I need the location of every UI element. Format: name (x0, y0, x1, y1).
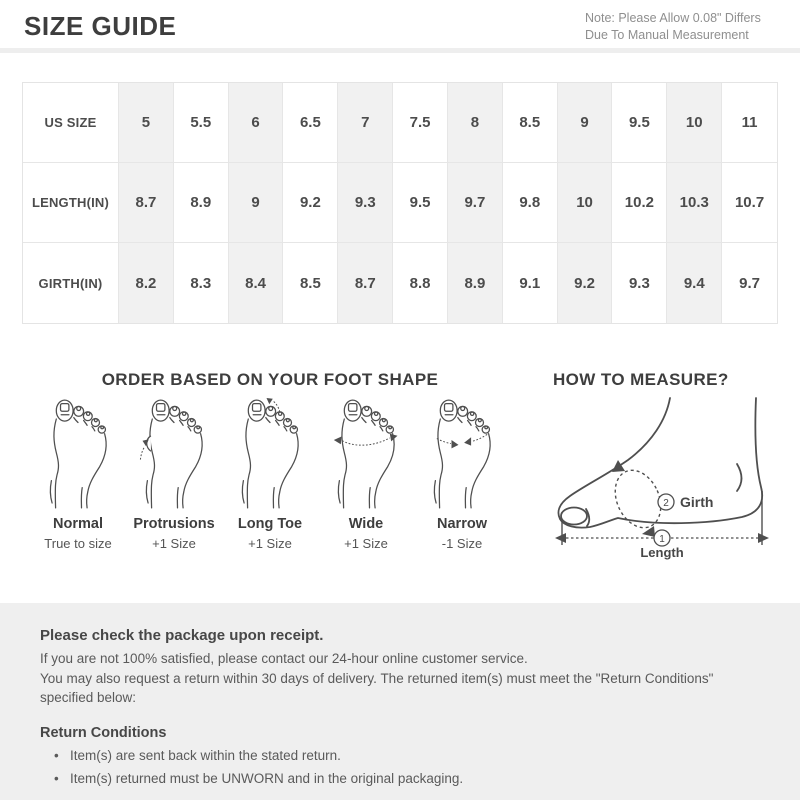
girth-value: 8.4 (245, 274, 266, 292)
size-cell (393, 83, 448, 163)
girth-value: 8.9 (464, 274, 486, 292)
girth-cell (612, 243, 667, 323)
length-value: 8.9 (190, 194, 212, 211)
length-cell (448, 163, 503, 243)
girth-value: 8.8 (409, 274, 431, 292)
length-value: 8.7 (135, 194, 157, 211)
foot-narrow-icon (427, 398, 497, 510)
size-value: 7.5 (409, 114, 431, 131)
return-condition-item (40, 747, 760, 764)
length-cell (174, 163, 229, 243)
notice-heading: Please check the package upon receipt. (40, 627, 324, 644)
girth-value: 9.1 (519, 274, 541, 292)
length-cell (558, 163, 613, 243)
foot-shape-long-toe (222, 398, 318, 551)
notice-line2: You may also request a return within 30 days of delivery. The returned item(s) must meet the "Return Conditions" (40, 670, 714, 686)
row-label-girth (23, 243, 119, 323)
foot-protrusions-icon (139, 398, 209, 510)
measure-foot-diagram (550, 396, 790, 561)
foot-shape-name: Normal (53, 516, 103, 532)
foot-normal-icon (43, 398, 113, 510)
girth-value: 8.5 (299, 274, 321, 292)
row-label-text: US SIZE (44, 115, 97, 130)
length-cell (667, 163, 722, 243)
length-value: 10.3 (679, 194, 709, 211)
size-value: 11 (741, 114, 758, 131)
row-label-length (23, 163, 119, 243)
size-value: 10 (685, 114, 703, 131)
return-condition-text: Item(s) returned must be UNWORN and in the original packaging. (70, 770, 464, 786)
size-cell (174, 83, 229, 163)
foot-shape-name: Long Toe (237, 516, 303, 532)
size-value: 8.5 (519, 114, 541, 131)
foot-wide-icon (331, 398, 401, 510)
page-title: SIZE GUIDE (24, 11, 177, 41)
girth-number: 2 (663, 498, 669, 509)
size-cell (503, 83, 558, 163)
foot-shape-normal (30, 398, 126, 551)
size-value: 8 (470, 114, 480, 131)
return-condition-item (40, 770, 760, 787)
size-cell (119, 83, 174, 163)
length-value: 10.2 (624, 194, 654, 211)
length-cell (283, 163, 338, 243)
foot-shape-wide (318, 398, 414, 551)
girth-cell (338, 243, 393, 323)
foot-shape-name: Narrow (437, 516, 487, 532)
row-label-text: GIRTH(IN) (38, 275, 103, 291)
length-cell (722, 163, 777, 243)
size-cell (722, 83, 777, 163)
foot-long-toe-icon (235, 398, 305, 510)
girth-value: 8.7 (354, 274, 376, 292)
foot-shape-advice: +1 Size (248, 536, 292, 551)
row-label-text: LENGTH(IN) (31, 195, 110, 210)
return-condition-text: Item(s) are sent back within the stated return. (70, 747, 341, 763)
foot-shape-protrusions (126, 398, 222, 551)
size-table (22, 82, 778, 324)
foot-shape-advice: -1 Size (441, 536, 483, 551)
girth-value: 9.2 (574, 274, 595, 292)
girth-cell (558, 243, 613, 323)
size-cell (448, 83, 503, 163)
length-cell (503, 163, 558, 243)
girth-cell (722, 243, 777, 323)
girth-cell (174, 243, 229, 323)
foot-shape-name: Protrusions (133, 516, 215, 532)
length-value: 9.7 (464, 194, 486, 211)
length-label: Length (640, 545, 684, 560)
girth-value: 8.3 (190, 274, 212, 292)
length-cell (612, 163, 667, 243)
size-cell (283, 83, 338, 163)
foot-shape-advice: +1 Size (152, 536, 196, 551)
girth-label: Girth (680, 494, 714, 510)
foot-shape-row (30, 398, 510, 551)
size-cell (558, 83, 613, 163)
measurement-note-line2: Due To Manual Measurement (585, 28, 749, 42)
length-cell (119, 163, 174, 243)
foot-shape-narrow (414, 398, 510, 551)
girth-cell (229, 243, 284, 323)
foot-shape-heading: ORDER BASED ON YOUR FOOT SHAPE (101, 370, 439, 389)
girth-cell (503, 243, 558, 323)
length-cell (393, 163, 448, 243)
length-value: 10 (576, 194, 593, 211)
length-value: 10.7 (734, 194, 765, 211)
size-value: 6.5 (299, 114, 321, 131)
length-value: 9.3 (354, 194, 376, 211)
length-value: 9.8 (519, 194, 541, 211)
size-cell (667, 83, 722, 163)
girth-cell (393, 243, 448, 323)
girth-value: 9.3 (628, 274, 650, 292)
size-value: 6 (251, 114, 260, 131)
notice-line1: If you are not 100% satisfied, please contact our 24-hour online customer service. (40, 651, 528, 666)
size-value: 9.5 (628, 114, 650, 131)
notice-line3: specified below: (40, 690, 137, 705)
girth-value: 9.7 (739, 274, 760, 292)
header (0, 0, 800, 53)
length-cell (338, 163, 393, 243)
girth-cell (119, 243, 174, 323)
foot-shape-name: Wide (348, 516, 384, 532)
length-number: 1 (659, 534, 665, 545)
bullet-icon: • (54, 747, 59, 763)
girth-cell (667, 243, 722, 323)
length-cell (229, 163, 284, 243)
how-to-measure-heading: HOW TO MEASURE? (553, 370, 729, 389)
size-value: 5 (141, 114, 151, 131)
row-label-us-size (23, 83, 119, 163)
size-value: 9 (580, 114, 589, 131)
size-value: 5.5 (190, 114, 212, 131)
receipt-notice-section (0, 603, 800, 800)
bullet-icon: • (54, 770, 59, 786)
length-value: 9 (251, 194, 260, 211)
size-cell (612, 83, 667, 163)
size-cell (229, 83, 284, 163)
length-value: 9.2 (299, 194, 321, 211)
measurement-note (585, 10, 761, 44)
measurement-note-line1: Note: Please Allow 0.08" Differs (585, 11, 761, 25)
size-cell (338, 83, 393, 163)
return-conditions-heading: Return Conditions (40, 724, 167, 741)
foot-shape-advice: True to size (44, 536, 112, 551)
girth-cell (283, 243, 338, 323)
length-value: 9.5 (409, 194, 431, 211)
girth-cell (448, 243, 503, 323)
foot-shape-advice: +1 Size (344, 536, 388, 551)
size-value: 7 (361, 114, 370, 131)
girth-value: 8.2 (135, 274, 157, 292)
girth-value: 9.4 (683, 274, 705, 292)
